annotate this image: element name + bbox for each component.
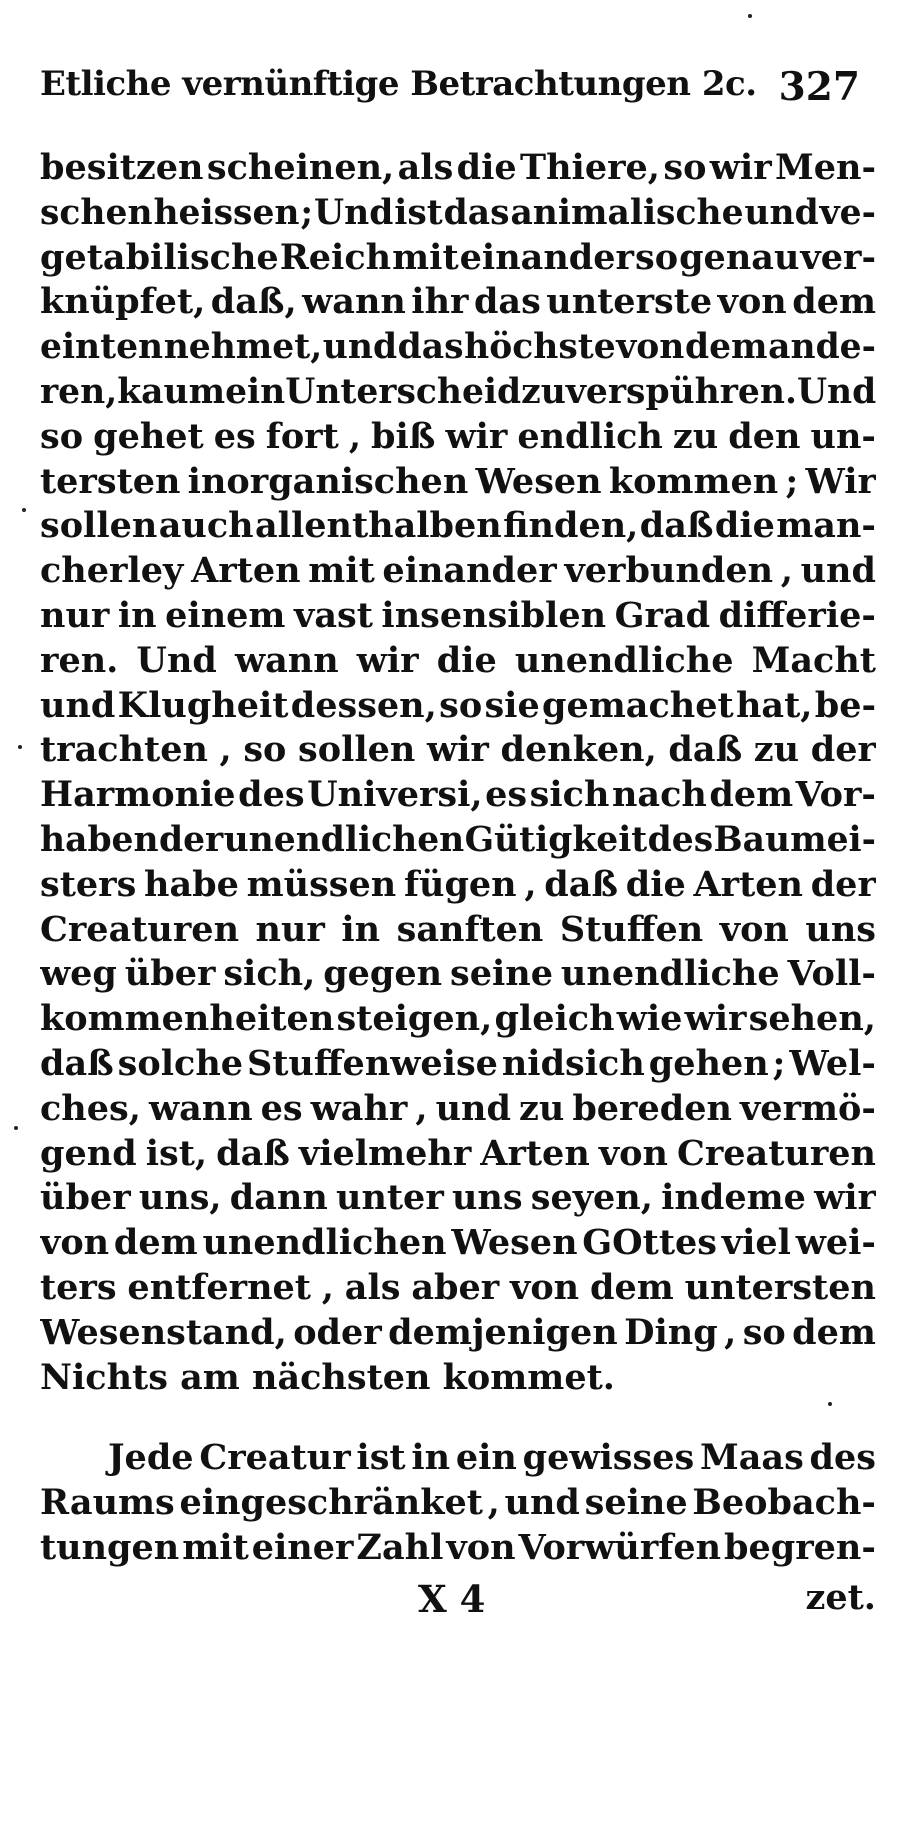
text-line: tersten inorganischen Wesen kommen ; Wir [40,460,876,502]
text-line: getabilische Reich mit einander so genau ver- [40,236,876,278]
text-line: Nichts am nächsten kommet. [40,1356,615,1398]
text-line: knüpfet, daß, wann ihr das unterste von dem [40,281,876,323]
paragraph-2 [40,1436,876,1570]
page-footer [40,1577,876,1627]
text-line: und Klugheit dessen, so sie gemachet hat, be- [40,684,876,726]
text-line: ters entfernet , als aber von dem untersten [40,1266,876,1308]
text-line: ren, kaum ein Unterscheid zu verspühren. Und [40,371,876,412]
page-header [40,64,860,124]
running-title: Etliche vernünftige Betrachtungen 2c. [40,64,757,104]
text-line: Creaturen nur in sanften Stuffen von uns [40,908,876,950]
text-line: gend ist, daß vielmehr Arten von Creaturen [40,1132,876,1174]
paragraph-1 [40,146,876,1400]
text-line: sters habe müssen fügen , daß die Arten der [40,863,876,905]
text-line: von dem unendlichen Wesen GOttes viel wei- [40,1222,876,1264]
ink-speck [22,508,26,512]
text-line: weg über sich, gegen seine unendliche Voll- [40,953,876,995]
text-line: daß solche Stuffenweise nidsich gehen ; Wel- [40,1042,876,1084]
page-number: 327 [778,64,860,110]
text-line: tungen mit einer Zahl von Vorwürfen begren- [40,1526,876,1568]
text-line: cherley Arten mit einander verbunden , und [40,550,876,592]
text-line: einten nehmet, und das höchste von dem ande- [40,327,876,368]
catchword: zet. [805,1577,876,1618]
text-line: sollen auch allenthalben finden, daß die man- [40,505,876,547]
text-line: über uns, dann unter uns seyen, indeme wir [40,1177,876,1219]
text-line: haben der unendlichen Gütigkeit des Baumei- [40,819,876,860]
ink-speck [748,14,752,18]
signature-mark: X 4 [418,1577,486,1621]
ink-speck [828,1402,832,1406]
text-line: Raums eingeschränket , und seine Beobach- [40,1481,876,1523]
ink-speck [14,1126,18,1130]
text-line: ren. Und wann wir die unendliche Macht [40,639,876,681]
text-line: kommenheiten steigen, gleich wie wir sehen, [40,998,876,1040]
text-line: ches, wann es wahr , und zu bereden vermö- [40,1087,876,1129]
text-line: so gehet es fort , biß wir endlich zu den un- [40,415,876,457]
text-line: nur in einem vast insensiblen Grad differie- [40,594,876,636]
text-line: besitzen scheinen, als die Thiere, so wir Men- [40,147,876,188]
text-line: Wesenstand, oder demjenigen Ding , so dem [40,1311,876,1353]
ink-speck [18,745,22,749]
text-line: schen heissen ; Und ist das animalische und ve- [40,192,876,233]
text-line: Jede Creatur ist in ein gewisses Maas des [108,1437,876,1478]
text-line: trachten , so sollen wir denken, daß zu der [40,729,876,771]
text-line: Harmonie des Universi, es sich nach dem Vor- [40,774,876,816]
